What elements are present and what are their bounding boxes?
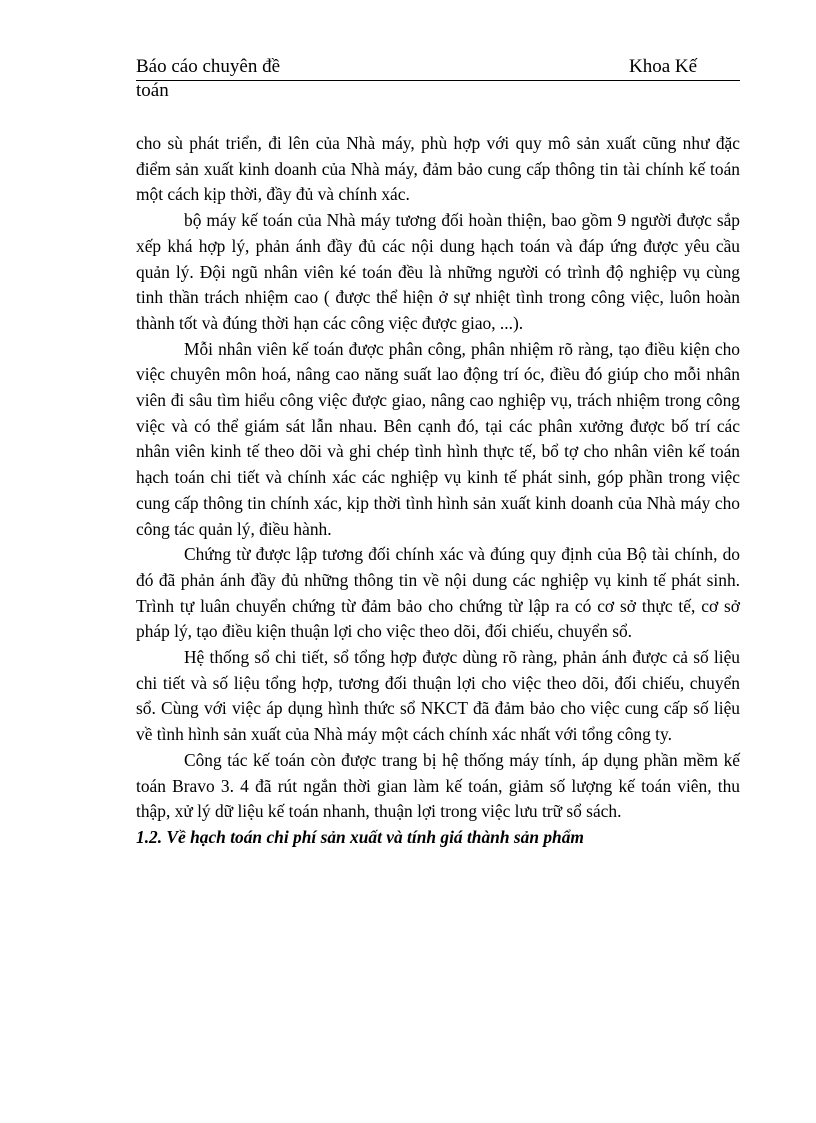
paragraph-6: Công tác kế toán còn được trang bị hệ thống máy tính, áp dụng phần mềm kế toán Bravo 3. 4 đã rút ngắn thời gian làm kế toán, giảm số lượng kế toán viên, thu thập, xử lý dữ liệu kế toán nhanh, thuận lợi trong việc lưu trữ sổ sách. [136, 749, 740, 822]
paragraph-3: Mỗi nhân viên kế toán được phân công, phân nhiệm rõ ràng, tạo điều kiện cho việc chuyên môn hoá, nâng cao năng suất lao động trí óc, điều đó giúp cho mỗi nhân viên đi sâu tìm hiểu công việc được giao, nâng cao nghiệp vụ, trách nhiệm trong công việc và có thể giám sát lẫn nhau. Bên cạnh đó, tại các phân xưởng được bố trí các nhân viên kinh tế theo dõi và ghi chép tình hình thực tế, bổ tợ cho nhân viên kế toán hạch toán chi tiết và chính xác các nghiệp vụ kinh tế phát sinh, góp phần trong việc cung cấp thông tin chính xác, kịp thời tình hình sản xuất kinh doanh của Nhà máy cho công tác quản lý, điều hành. [136, 338, 740, 539]
header-department-continuation: toán [136, 80, 169, 101]
paragraph-2: bộ máy kế toán của Nhà máy tương đối hoàn thiện, bao gồm 9 người được sắp xếp khá hợp lý, phản ánh đầy đủ các nội dung hạch toán và đáp ứng được yêu cầu quản lý. Đội ngũ nhân viên ké toán đều là những người có trình độ nghiệp vụ cùng tinh thần trách nhiệm cao ( được thể hiện ở sự nhiệt tình trong công việc, luôn hoàn thành tốt và đúng thời hạn các công việc được giao, ...). [136, 210, 740, 333]
header-title: Báo cáo chuyên đề [136, 56, 281, 77]
paragraph-5: Hệ thống sổ chi tiết, sổ tổng hợp được dùng rõ ràng, phản ánh được cả số liệu chi tiết và số liệu tổng hợp, tương đối thuận lợi cho việc theo dõi, đối chiếu, chuyển sổ. Cùng với việc áp dụng hình thức sổ NKCT đã đảm bảo cho việc cung cấp số liệu về tình hình sản xuất của Nhà máy một cách chính xác nhất với tổng công ty. [136, 647, 740, 745]
paragraph-1: cho sù phát triển, đi lên của Nhà máy, phù hợp với quy mô sản xuất cũng như đặc điểm sản xuất kinh doanh của Nhà máy, đảm bảo cung cấp thông tin tài chính kế toán một cách kịp thời, đầy đủ và chính xác. [136, 133, 740, 205]
page-header [136, 54, 740, 81]
section-heading: 1.2. Về hạch toán chi phí sản xuất và tính giá thành sản phẩm [136, 826, 584, 847]
paragraph-4: Chứng từ được lập tương đối chính xác và đúng quy định của Bộ tài chính, do đó đã phản ánh đầy đủ những thông tin về nội dung các nghiệp vụ kinh tế phát sinh. Trình tự luân chuyển chứng từ đảm bảo cho chứng từ lập ra có cơ sở thực tế, cơ sở pháp lý, tạo điều kiện thuận lợi cho việc theo dõi, đối chiếu, chuyển sổ. [136, 544, 740, 642]
body-text [136, 131, 740, 851]
header-department: Khoa Kế [629, 56, 698, 77]
